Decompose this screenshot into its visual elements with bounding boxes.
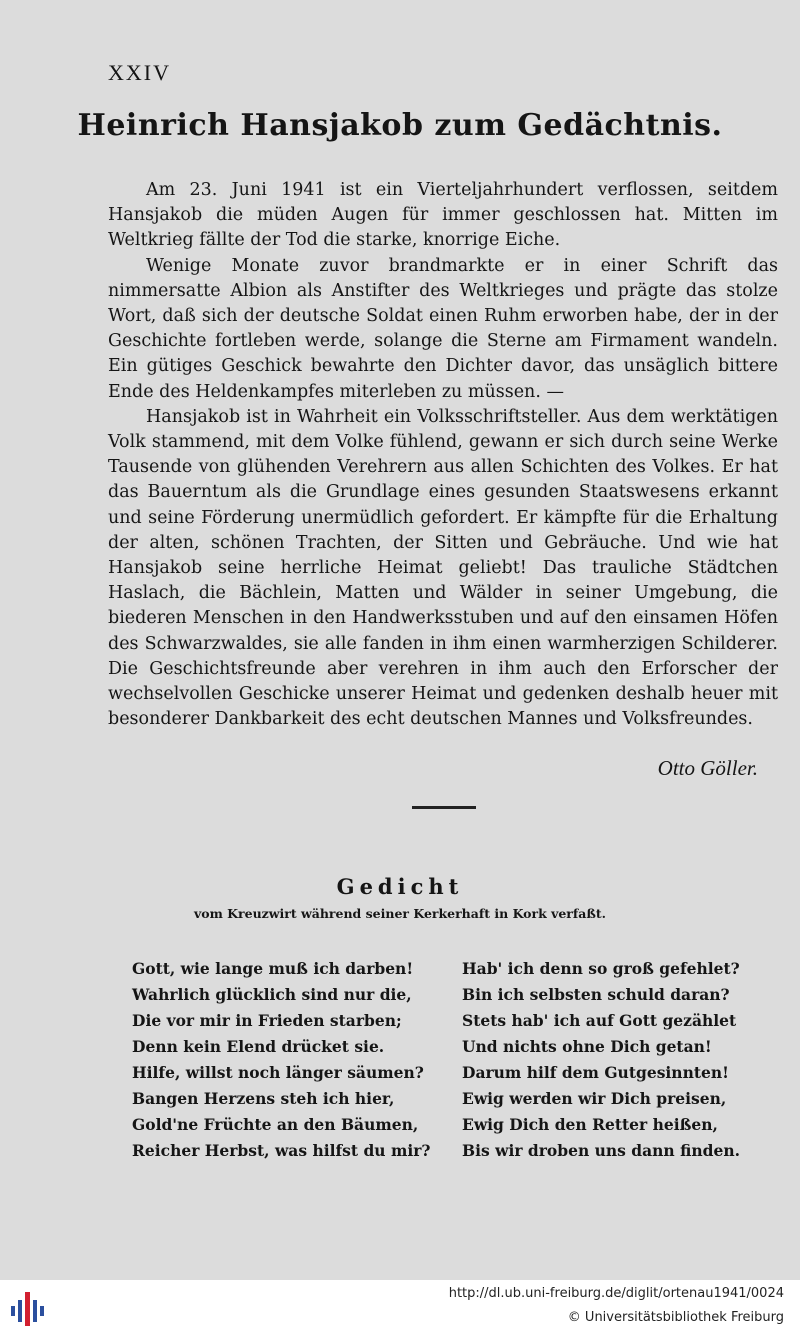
- poem-line: Und nichts ohne Dich getan!: [462, 1037, 712, 1056]
- copyright-text: © Universitätsbibliothek Freiburg: [567, 1310, 784, 1325]
- poem-line: Denn kein Elend drücket sie.: [132, 1037, 385, 1056]
- poem-line: Gold'ne Früchte an den Bäumen,: [132, 1115, 419, 1134]
- footer-bar: [0, 1280, 800, 1336]
- article-body: [108, 178, 778, 732]
- poem-line: Stets hab' ich auf Gott gezählet: [462, 1011, 737, 1030]
- article-title: Heinrich Hansjakob zum Gedächtnis.: [77, 108, 723, 143]
- source-url-link[interactable]: http://dl.ub.uni-freiburg.de/diglit/ortenau1941/0024: [448, 1286, 784, 1301]
- paragraph-3: Hansjakob ist in Wahrheit ein Volksschriftsteller. Aus dem werktätigen Volk stammend, mit dem Volke fühlend, gewann er sich durch seine Werke Tausende von glühenden Verehrern aus allen Schichten des Volkes. Er hat das Bauerntum als die Grundlage eines gesunden Staatswesens erkannt und seine Förderung unermüdlich gefordert. Er kämpfte für die Erhaltung der alten, schönen Trachten, der Sitten und Gebräuche. Und wie hat Hansjakob seine herrliche Heimat geliebt! Das trauliche Städtchen Haslach, die Bächlein, Matten und Wälder in seiner Umgebung, die biederen Menschen in den Handwerksstuben und auf den einsamen Höfen des Schwarzwaldes, sie alle fanden in ihm einen warmherzigen Schilderer. Die Geschichtsfreunde aber verehren in ihm auch den Erforscher der wechselvollen Geschicke unserer Heimat und gedenken deshalb heuer mit besonderer Dankbarkeit des echt deutschen Mannes und Volksfreundes.: [108, 406, 778, 730]
- poem-line: Bis wir droben uns dann finden.: [462, 1141, 740, 1160]
- section-divider: [412, 806, 476, 809]
- poem-subtitle: vom Kreuzwirt während seiner Kerkerhaft in Kork verfaßt.: [193, 906, 606, 921]
- poem-line: Wahrlich glücklich sind nur die,: [132, 985, 412, 1004]
- poem-column-right: [462, 956, 740, 1164]
- poem-line: Reicher Herbst, was hilfst du mir?: [132, 1141, 431, 1160]
- poem-line: Hilfe, willst noch länger säumen?: [132, 1063, 424, 1082]
- poem-line: Die vor mir in Frieden starben;: [132, 1011, 402, 1030]
- poem-line: Ewig Dich den Retter heißen,: [462, 1115, 718, 1134]
- poem-line: Bangen Herzens steh ich hier,: [132, 1089, 395, 1108]
- paragraph-1: Am 23. Juni 1941 ist ein Vierteljahrhundert verflossen, seitdem Hansjakob die müden Augen für immer geschlossen hat. Mitten im Weltkrieg fällte der Tod die starke, knorrige Eiche.: [108, 180, 778, 251]
- page-number: XXIV: [108, 60, 171, 85]
- poem-title: Gedicht: [336, 874, 464, 899]
- author-signature: Otto Göller.: [657, 756, 758, 780]
- paragraph-2: Wenige Monate zuvor brandmarkte er in einer Schrift das nimmersatte Albion als Anstifter des Weltkrieges und prägte das stolze Wort, daß sich der deutsche Soldat einen Ruhm erworben habe, der in der Geschichte fortleben werde, solange die Sterne am Firmament wandeln. Ein gütiges Geschick bewahrte den Dichter davor, das unsäglich bittere Ende des Heldenkampfes miterleben zu müssen. —: [108, 255, 778, 402]
- poem-line: Bin ich selbsten schuld daran?: [462, 985, 730, 1004]
- poem-line: Darum hilf dem Gutgesinnten!: [462, 1063, 729, 1082]
- poem-column-left: [132, 956, 431, 1164]
- poem-line: Hab' ich denn so groß gefehlet?: [462, 959, 740, 978]
- poem-line: Gott, wie lange muß ich darben!: [132, 959, 414, 978]
- ub-freiburg-logo-icon[interactable]: [8, 1288, 48, 1328]
- poem-line: Ewig werden wir Dich preisen,: [462, 1089, 727, 1108]
